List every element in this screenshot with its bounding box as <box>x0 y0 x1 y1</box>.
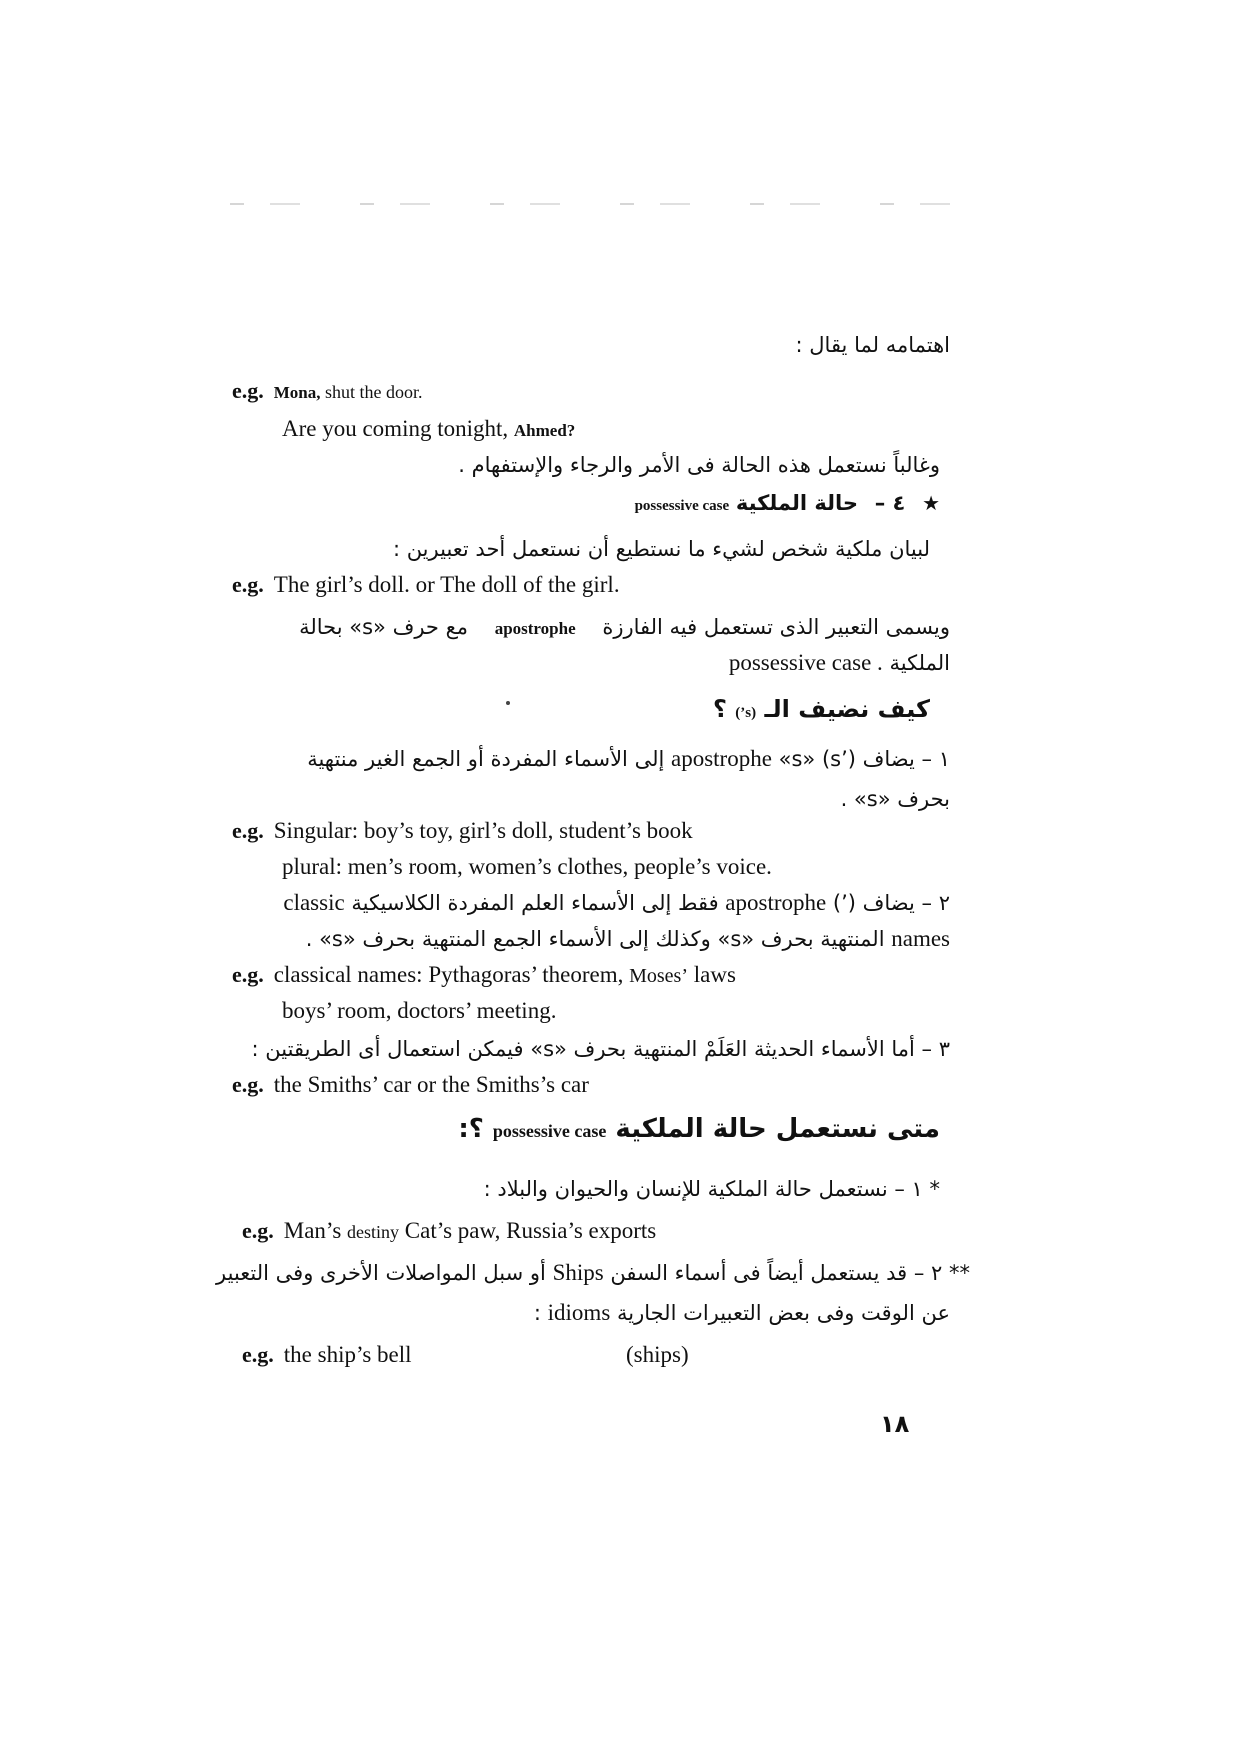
heading-english-term: possessive case <box>492 1121 607 1141</box>
arabic-line-9 <box>729 648 950 678</box>
question-mark: ؟ <box>713 695 727 723</box>
arabic-text: ٢ – يضاف (’) <box>832 891 950 915</box>
arabic-usage-2-cont <box>534 1298 950 1328</box>
arabic-text: إلى الأسماء المفردة أو الجمع الغير منتهية <box>307 747 665 771</box>
example-line-boys <box>282 996 556 1026</box>
example-line-classical <box>232 960 736 991</box>
english-term: possessive case . <box>728 650 883 675</box>
example-text: Singular: boy’s toy, girl’s doll, student’s book <box>273 818 693 843</box>
english-term: Ships <box>552 1260 604 1285</box>
arabic-usage-2 <box>216 1258 970 1288</box>
star-icon: ★ <box>922 491 940 515</box>
example-name: Ahmed? <box>513 421 576 440</box>
example-text: Man’s <box>283 1218 348 1243</box>
section-number: ٤ – <box>874 491 906 515</box>
arabic-text: وغالباً نستعمل هذه الحالة فى الأمر والرجاء والإستفهام . <box>458 453 940 477</box>
heading-symbol: (’s) <box>735 705 757 721</box>
ships-note: (ships) <box>626 1342 689 1367</box>
arabic-line-6 <box>393 534 930 564</box>
scan-dot <box>506 701 510 705</box>
arabic-rule-1-cont <box>841 784 950 814</box>
arabic-rule-2-cont <box>306 924 950 954</box>
example-text: classical names: Pythagoras’ theorem, <box>273 962 630 987</box>
arabic-text: ويسمى التعبير الذى تستعمل فيه الفارزة <box>602 615 950 639</box>
example-name: Mona, <box>273 383 321 402</box>
heading-text: كيف نضيف الـ <box>764 695 930 723</box>
arabic-line-8 <box>299 612 950 644</box>
arabic-line-4 <box>458 450 940 480</box>
page-number: ١٨ <box>880 1410 910 1438</box>
section-title-arabic: حالة الملكية <box>735 491 859 515</box>
arabic-rule-3 <box>252 1034 950 1064</box>
arabic-text: مع حرف «s» بحالة <box>299 615 469 639</box>
eg-label: e.g. <box>232 378 264 403</box>
english-term: apostrophe <box>671 746 772 771</box>
example-text: destiny <box>347 1222 400 1242</box>
example-text: shut the door. <box>320 382 423 402</box>
eg-label: e.g. <box>232 1072 264 1097</box>
example-text: the ship’s bell <box>283 1342 412 1367</box>
section-heading-how-to-add <box>713 694 930 728</box>
question-mark: ؟: <box>458 1114 484 1144</box>
arabic-text: * ١ – نستعمل حالة الملكية للإنسان والحيوان والبلاد : <box>483 1177 940 1201</box>
example-text: Are you coming tonight, <box>282 416 514 441</box>
example-text: plural: men’s room, women’s clothes, people’s voice. <box>282 854 772 879</box>
section-title-english: possessive case <box>634 498 730 514</box>
eg-label: e.g. <box>232 572 264 597</box>
eg-label: e.g. <box>232 962 264 987</box>
example-line-mans-destiny <box>242 1216 656 1247</box>
example-line-girl-doll <box>232 570 620 600</box>
arabic-usage-1 <box>484 1174 940 1204</box>
example-name: Moses’ <box>629 965 688 987</box>
arabic-text: المنتهية بحرف «s» وكذلك إلى الأسماء الجمع المنتهية بحرف «s» . <box>305 927 885 951</box>
arabic-text: الملكية <box>889 651 950 675</box>
example-line-plural <box>282 852 772 882</box>
eg-label: e.g. <box>242 1218 274 1243</box>
example-line-ships-bell <box>242 1340 412 1370</box>
example-text: the Smiths’ car or the Smiths’s car <box>273 1072 589 1097</box>
example-text: laws <box>687 962 736 987</box>
arabic-text: ٣ – أما الأسماء الحديثة العَلَمْ المنتهية بحرف «s» فيمكن استعمال أى الطريقتين : <box>251 1037 950 1061</box>
section-heading-when-to-use <box>458 1114 940 1146</box>
example-text: The girl’s doll. or The doll of the girl. <box>273 572 620 597</box>
english-term: classic <box>283 890 345 915</box>
arabic-text: ١ – يضاف (’s) «s» <box>778 747 950 771</box>
arabic-text: اهتمامه لما يقال : <box>795 333 950 357</box>
english-term: apostrophe <box>725 890 827 915</box>
arabic-rule-2 <box>283 888 950 918</box>
arabic-text: لبيان ملكية شخص لشيء ما نستطيع أن نستعمل أحد تعبيرين : <box>392 537 930 561</box>
english-term: apostrophe <box>494 619 576 638</box>
arabic-text: ** ٢ – قد يستعمل أيضاً فى أسماء السفن <box>610 1261 970 1285</box>
arabic-rule-1 <box>307 744 950 774</box>
arabic-text: أو سبل المواصلات الأخرى وفى التعبير <box>216 1261 546 1285</box>
section-heading-4 <box>635 488 940 521</box>
english-term: idioms <box>547 1300 611 1325</box>
colon: : <box>533 1301 541 1325</box>
arabic-line-1 <box>796 330 950 360</box>
example-line-smiths <box>232 1070 589 1100</box>
example-text: boys’ room, doctors’ meeting. <box>282 998 557 1023</box>
example-line-mona <box>232 376 423 408</box>
heading-text: متى نستعمل حالة الملكية <box>615 1114 940 1144</box>
eg-label: e.g. <box>242 1342 274 1367</box>
english-term: names <box>891 926 950 951</box>
arabic-text: فقط إلى الأسماء العلم المفردة الكلاسيكية <box>351 891 719 915</box>
example-line-singular <box>232 816 693 846</box>
scan-artifact-line <box>230 203 1010 205</box>
example-line-ahmed <box>282 414 575 446</box>
arabic-text: بحرف «s» . <box>840 787 950 811</box>
eg-label: e.g. <box>232 818 264 843</box>
arabic-text: عن الوقت وفى بعض التعبيرات الجارية <box>616 1301 950 1325</box>
example-text: Cat’s paw, Russia’s exports <box>399 1218 657 1243</box>
